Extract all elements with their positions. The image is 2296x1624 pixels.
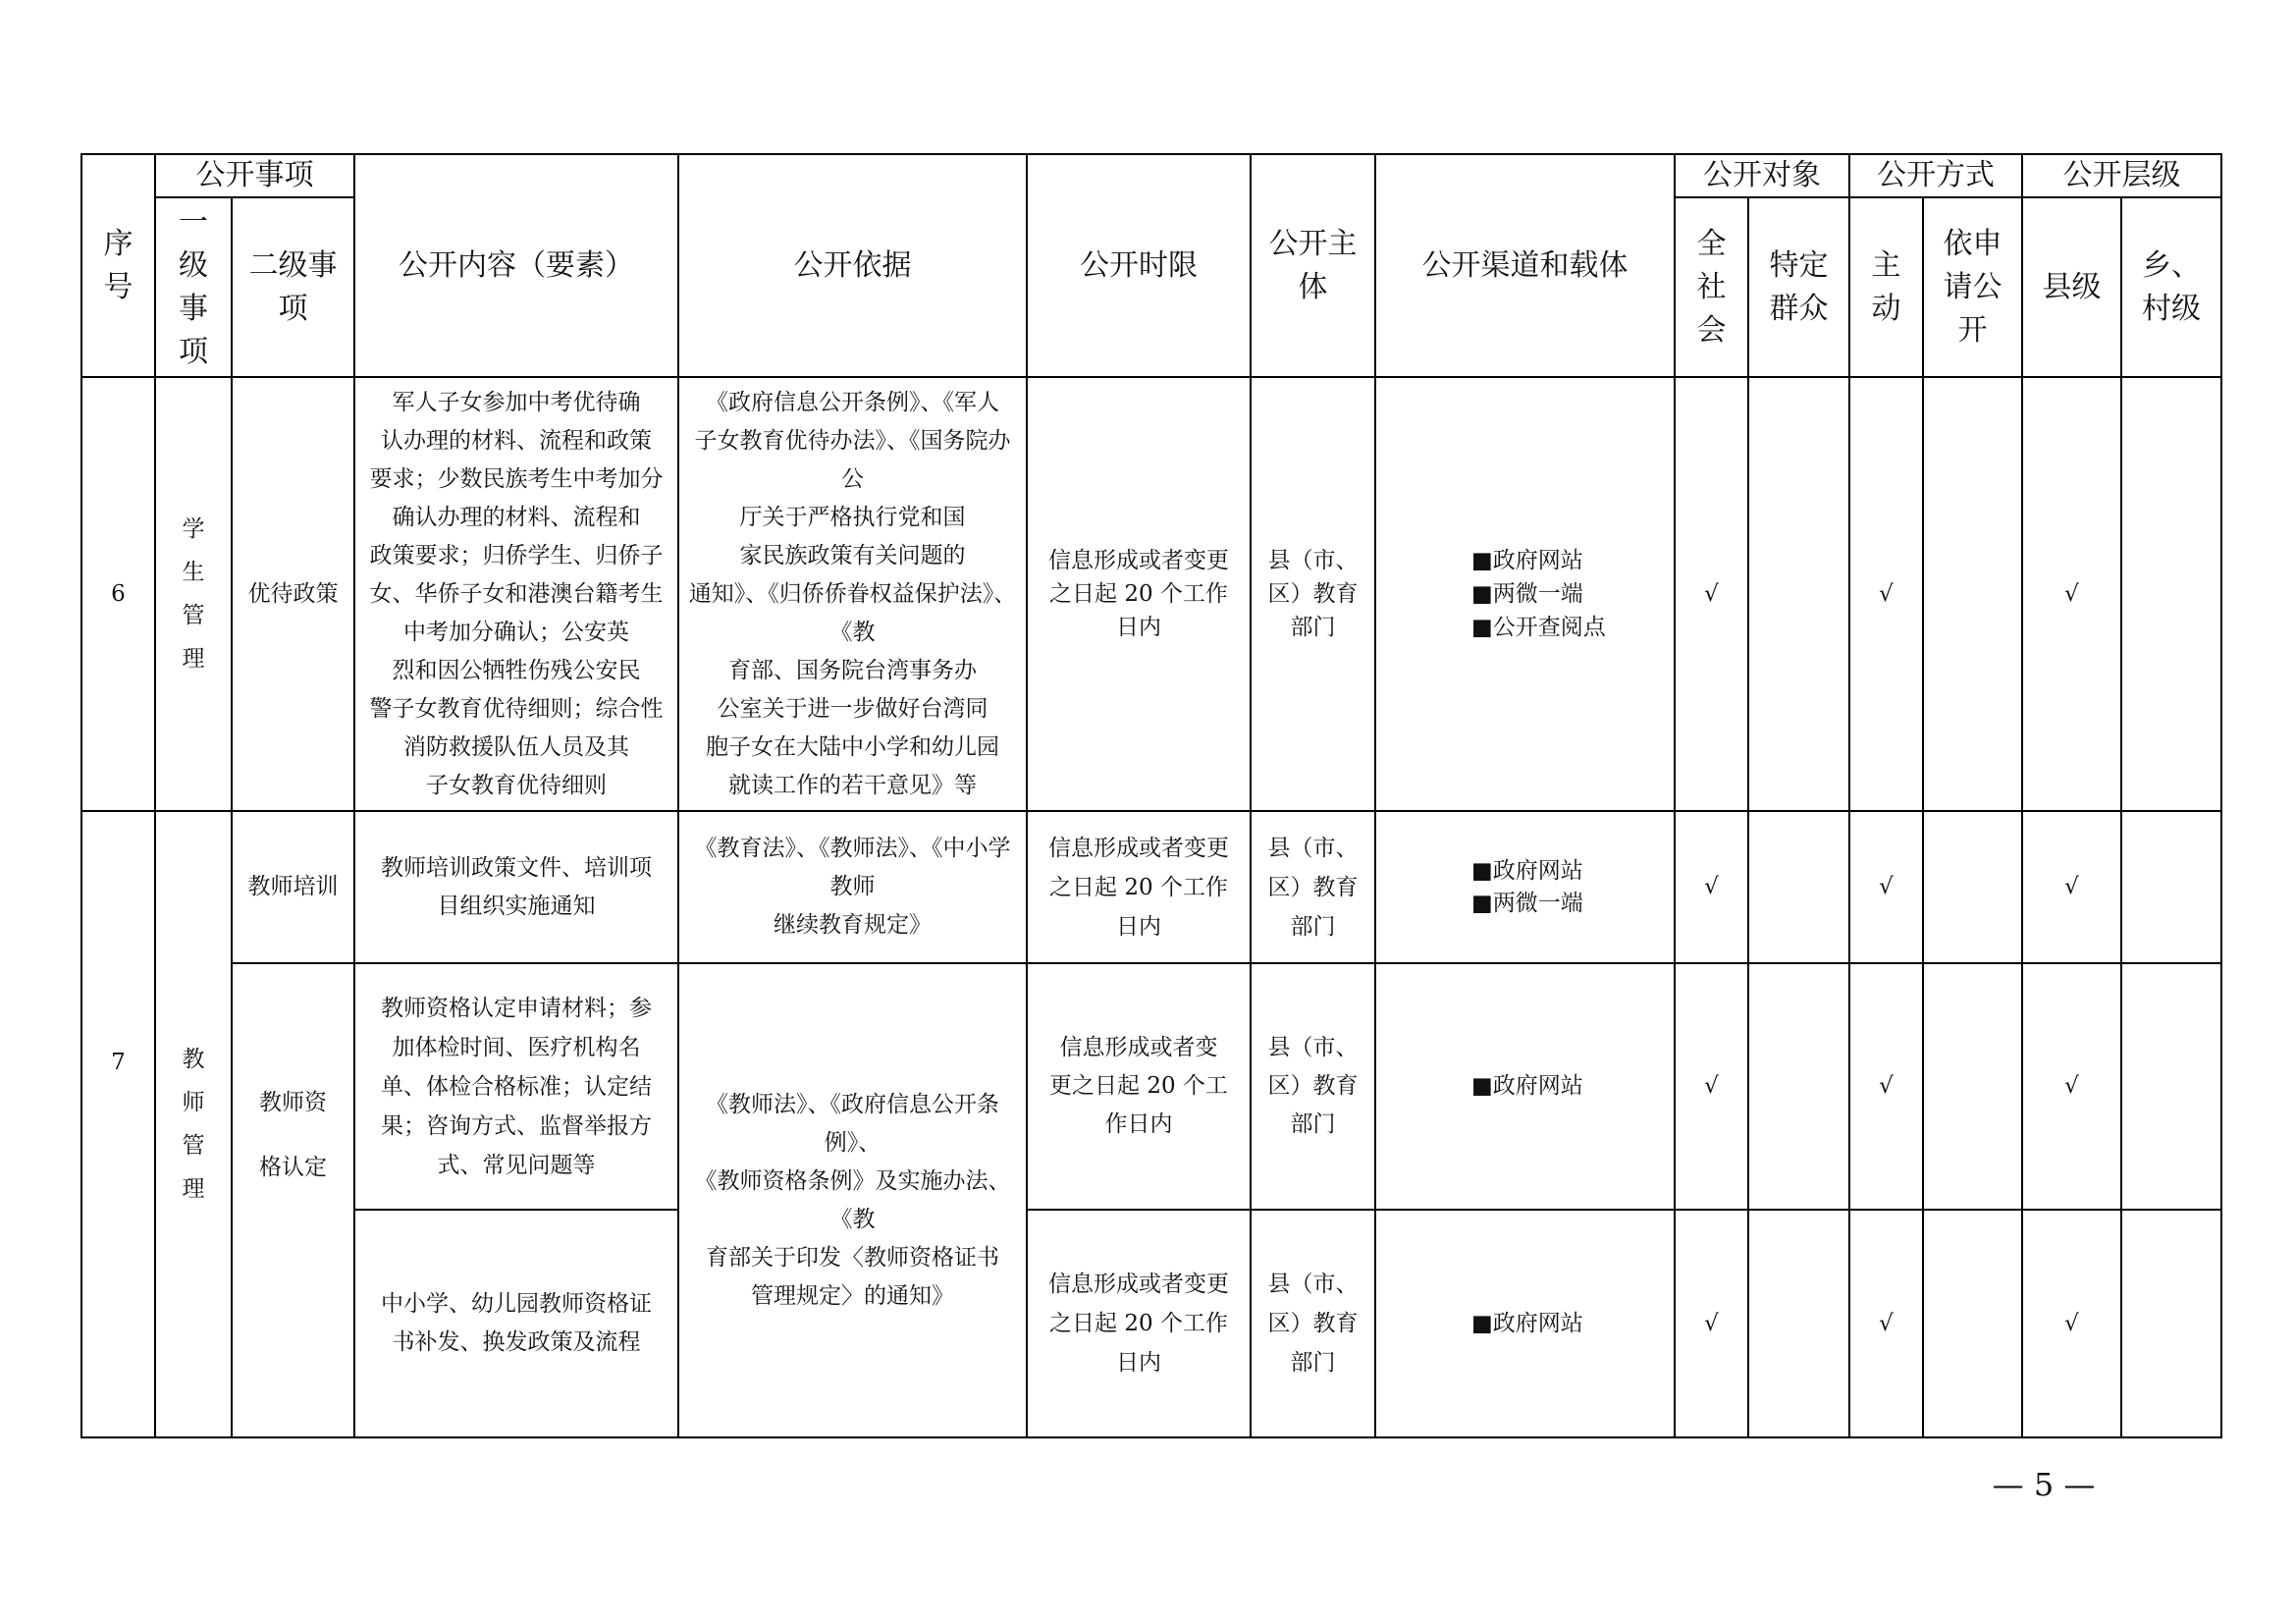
row-subject-value: 县（市、 区）教育 部门: [1267, 548, 1359, 640]
row-basis: [679, 812, 1028, 964]
row-level2-value: 教师培训: [247, 874, 339, 899]
method-active-check: [1850, 812, 1924, 964]
header-level-group: [2023, 155, 2222, 198]
audience-all-check: [1676, 378, 1749, 812]
level-county-check: [2023, 1211, 2122, 1438]
row-content: [355, 1211, 679, 1438]
row-subject-value: 县（市、 区）教育 部门: [1267, 1035, 1359, 1137]
header-channel-label: 公开渠道和载体: [1421, 247, 1629, 283]
row-basis-value: 《教师法》、《政府信息公开条例》、 《教师资格条例》及实施办法、《教 育部关于印发〈教师资格证书 管理规定〉的通知》: [694, 1091, 1011, 1309]
empty-cell: [2122, 1211, 2222, 1438]
row-basis-value: 《教育法》、《教师法》、《中小学教师 继续教育规定》: [694, 836, 1011, 938]
header-subject-label: 公开主 体: [1268, 226, 1358, 304]
header-audience-group-label: 公开对象: [1703, 158, 1821, 192]
row-time-limit: [1028, 378, 1252, 812]
row-level1-value: 教 师 管 理: [182, 1047, 205, 1202]
header-level-county-label: 县级: [2042, 269, 2102, 304]
row-time-limit: [1028, 964, 1252, 1211]
row-content-value: 军人子女参加中考优待确 认办理的材料、流程和政策 要求；少数民族考生中考加分 确认办理的材料、流程和 政策要求；归侨学生、归侨子 女、华侨子女和港澳台籍考生 中考加分确认；公安英 烈和因公牺牲伤残公安民 警子女教育优待细则；综合性 消防救援队伍人员及其 子女教育优待细则: [369, 389, 664, 798]
empty-cell: [2122, 812, 2222, 964]
header-items-group-label: 公开事项: [195, 158, 314, 192]
header-content-label: 公开内容（要素）: [399, 247, 634, 283]
empty-cell: [1749, 812, 1850, 964]
header-method-request-label: 依申 请公 开: [1943, 226, 2002, 348]
row-level2: [233, 378, 355, 812]
header-audience-all: [1676, 198, 1749, 378]
check-mark: √: [1704, 874, 1719, 899]
row-content-value: 教师培训政策文件、培训项 目组织实施通知: [381, 854, 652, 919]
header-method-active: [1850, 198, 1924, 378]
row-content: [355, 378, 679, 812]
row-time-limit-value: 信息形成或者变更 之日起 20 个工作 日内: [1048, 1272, 1229, 1376]
header-level-group-label: 公开层级: [2062, 158, 2181, 192]
header-level1-label: 一 级 事 项: [179, 204, 208, 369]
header-level2: [233, 198, 355, 378]
header-method-group: [1850, 155, 2023, 198]
channel-list: [1471, 855, 1583, 920]
header-level-village-label: 乡、 村级: [2142, 247, 2201, 326]
header-audience-all-label: 全 社 会: [1696, 226, 1727, 348]
header-content: [355, 155, 679, 378]
row-channels: [1376, 964, 1676, 1211]
header-seq: [82, 155, 156, 378]
row-content-value: 教师资格认定申请材料；参 加体检时间、医疗机构名 单、体检合格标准；认定结 果；咨询方式、监督举报方 式、常见问题等: [381, 995, 652, 1178]
channel-list: [1471, 544, 1606, 644]
level-county-check: [2023, 964, 2122, 1211]
row-time-limit-value: 信息形成或者变更 之日起 20 个工作 日内: [1048, 835, 1229, 940]
channel-list: [1471, 1308, 1583, 1340]
header-channel: [1376, 155, 1676, 378]
header-seq-label: 序 号: [103, 226, 133, 304]
row-channels: [1376, 1211, 1676, 1438]
check-mark: √: [1879, 580, 1894, 607]
channel-item: ■政府网站: [1471, 857, 1583, 884]
header-method-group-label: 公开方式: [1877, 158, 1995, 192]
row-time-limit-value: 信息形成或者变 更之日起 20 个工 作日内: [1049, 1035, 1228, 1137]
channel-list: [1471, 1070, 1583, 1103]
audience-all-check: [1676, 964, 1749, 1211]
row-seq: [82, 378, 156, 812]
channel-item: ■公开查阅点: [1471, 615, 1606, 640]
header-items-group: [156, 155, 355, 198]
method-active-check: [1850, 964, 1924, 1211]
row-subject: [1252, 378, 1376, 812]
check-mark: √: [1879, 1073, 1894, 1099]
row-level1-value: 学 生 管 理: [182, 516, 205, 672]
check-mark: √: [1879, 874, 1894, 899]
row-subject-value: 县（市、 区）教育 部门: [1267, 835, 1359, 940]
level-county-check: [2023, 812, 2122, 964]
row-subject: [1252, 812, 1376, 964]
row-level1: [156, 378, 233, 812]
header-audience-specific: [1749, 198, 1850, 378]
header-level2-label: 二级事 项: [248, 247, 338, 326]
row-subject-value: 县（市、 区）教育 部门: [1267, 1272, 1359, 1376]
row-basis: [679, 378, 1028, 812]
disclosure-table: [80, 153, 2222, 1438]
row-time-limit: [1028, 812, 1252, 964]
header-audience-specific-label: 特定 群众: [1769, 247, 1829, 326]
row-level1: [156, 812, 233, 1438]
check-mark: √: [2064, 1310, 2079, 1336]
row-time-limit-value: 信息形成或者变更 之日起 20 个工作 日内: [1048, 548, 1229, 640]
row-channels: [1376, 812, 1676, 964]
empty-cell: [1749, 964, 1850, 1211]
channel-item: ■政府网站: [1471, 548, 1583, 573]
channel-item: ■政府网站: [1471, 1073, 1583, 1099]
row-basis-value: 《政府信息公开条例》、《军人 子女教育优待办法》、《国务院办公 厅关于严格执行党和国 家民族政策有关问题的 通知》、《归侨侨眷权益保护法》、《教 育部、国务院台湾事务办 公室关于进一步做好台湾同 胞子女在大陆中小学和幼儿园 就读工作的若干意见》等: [688, 389, 1017, 798]
empty-cell: [1924, 1211, 2023, 1438]
header-basis-label: 公开依据: [793, 247, 912, 283]
check-mark: √: [1704, 1310, 1719, 1336]
row-level2: [233, 964, 355, 1438]
empty-cell: [1924, 378, 2023, 812]
row-subject: [1252, 1211, 1376, 1438]
row-subject: [1252, 964, 1376, 1211]
row-content: [355, 812, 679, 964]
empty-cell: [2122, 378, 2222, 812]
header-method-request: [1924, 198, 2023, 378]
header-level-county: [2023, 198, 2122, 378]
header-level1: [156, 198, 233, 378]
channel-item: ■政府网站: [1471, 1310, 1583, 1336]
row-content-value: 中小学、幼儿园教师资格证 书补发、换发政策及流程: [381, 1291, 652, 1355]
empty-cell: [2122, 964, 2222, 1211]
check-mark: √: [1879, 1310, 1894, 1336]
row-seq-value: 7: [111, 1049, 126, 1075]
row-channels: [1376, 378, 1676, 812]
empty-cell: [1749, 1211, 1850, 1438]
empty-cell: [1924, 964, 2023, 1211]
page-number: — 5 —: [1992, 1466, 2096, 1503]
empty-cell: [1924, 812, 2023, 964]
level-county-check: [2023, 378, 2122, 812]
header-time-limit-label: 公开时限: [1080, 247, 1198, 283]
method-active-check: [1850, 378, 1924, 812]
check-mark: √: [1704, 1073, 1719, 1099]
header-method-active-label: 主 动: [1871, 247, 1901, 326]
check-mark: √: [2064, 580, 2079, 607]
row-level2-value: 优待政策: [247, 580, 339, 607]
header-basis: [679, 155, 1028, 378]
audience-all-check: [1676, 1211, 1749, 1438]
header-level-village: [2122, 198, 2222, 378]
header-audience-group: [1676, 155, 1850, 198]
method-active-check: [1850, 1211, 1924, 1438]
header-subject: [1252, 155, 1376, 378]
row-content: [355, 964, 679, 1211]
check-mark: √: [1704, 580, 1719, 607]
audience-all-check: [1676, 812, 1749, 964]
row-seq-value: 6: [111, 580, 126, 607]
header-time-limit: [1028, 155, 1252, 378]
check-mark: √: [2064, 874, 2079, 899]
row-time-limit: [1028, 1211, 1252, 1438]
row-seq: [82, 812, 156, 1438]
row-level2: [233, 812, 355, 964]
channel-item: ■两微一端: [1471, 581, 1583, 607]
row-level2-value: 教师资 格认定: [259, 1089, 327, 1180]
empty-cell: [1749, 378, 1850, 812]
row-basis: [679, 964, 1028, 1438]
check-mark: √: [2064, 1073, 2079, 1099]
channel-item: ■两微一端: [1471, 890, 1583, 916]
